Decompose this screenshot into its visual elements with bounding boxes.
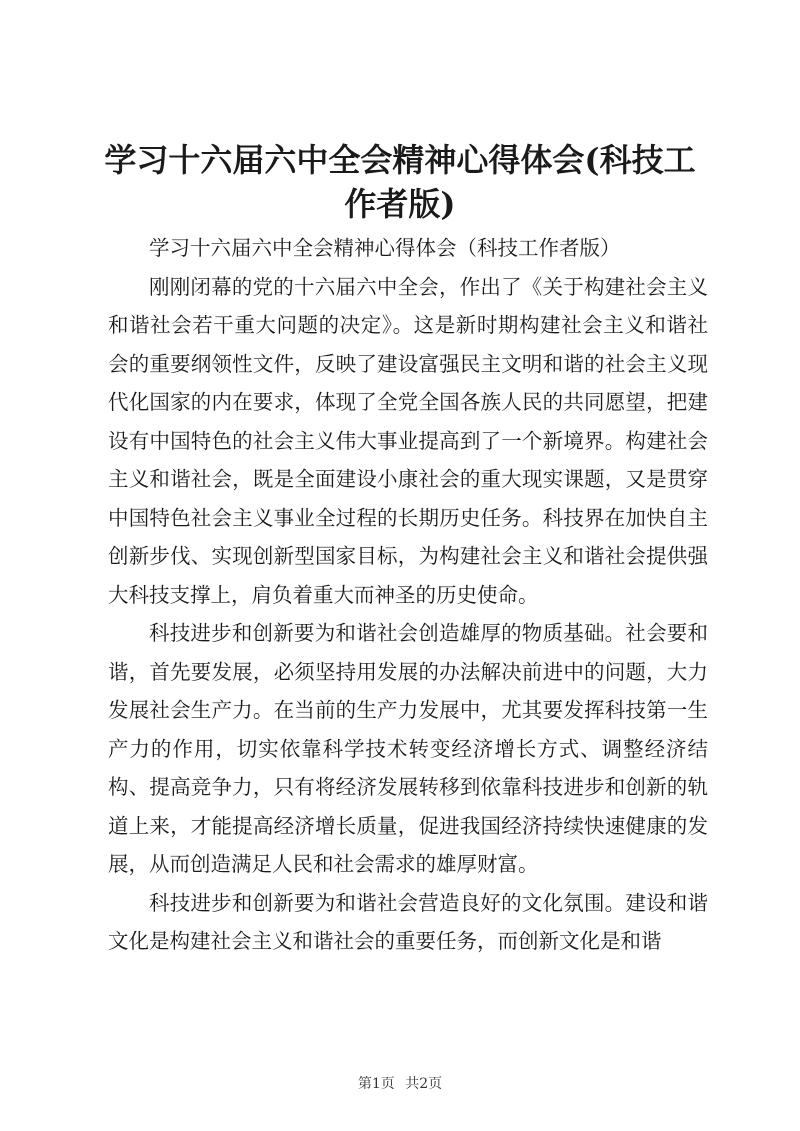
page-footer: [0, 1073, 800, 1093]
body-paragraph: 刚刚闭幕的党的十六届六中全会，作出了《关于构建社会主义和谐社会若干重大问题的决定》。这是新时期构建社会主义和谐社会的重要纲领性文件，反映了建设富强民主文明和谐的社会主义现代化国家的内在要求，体现了全党全国各族人民的共同愿望，把建设有中国特色的社会主义伟大事业提高到了一个新境界。构建社会主义和谐社会，既是全面建设小康社会的重大现实课题，又是贯穿中国特色社会主义事业全过程的长期历史任务。科技界在加快自主创新步伐、实现创新型国家目标，为构建社会主义和谐社会提供强大科技支撑上，肩负着重大而神圣的历史使命。: [108, 274, 708, 607]
body-paragraph: 科技进步和创新要为和谐社会营造良好的文化氛围。建设和谐文化是构建社会主义和谐社会的重要任务，而创新文化是和谐: [108, 890, 708, 953]
document-body: [108, 229, 708, 961]
document-title: 学习十六届六中全会精神心得体会(科技工作者版): [104, 141, 696, 223]
body-paragraph: 科技进步和创新要为和谐社会创造雄厚的物质基础。社会要和谐，首先要发展，必须坚持用发展的办法解决前进中的问题，大力发展社会生产力。在当前的生产力发展中，尤其要发挥科技第一生产力的作用，切实依靠科学技术转变经济增长方式、调整经济结构、提高竞争力，只有将经济发展转移到依靠科技进步和创新的轨道上来，才能提高经济增长质量，促进我国经济持续快速健康的发展，从而创造满足人民和社会需求的雄厚财富。: [108, 621, 708, 876]
page-total: 共2页: [405, 1076, 443, 1092]
page-number: 第1页: [357, 1076, 395, 1092]
subtitle-paragraph: 学习十六届六中全会精神心得体会（科技工作者版）: [149, 236, 621, 260]
